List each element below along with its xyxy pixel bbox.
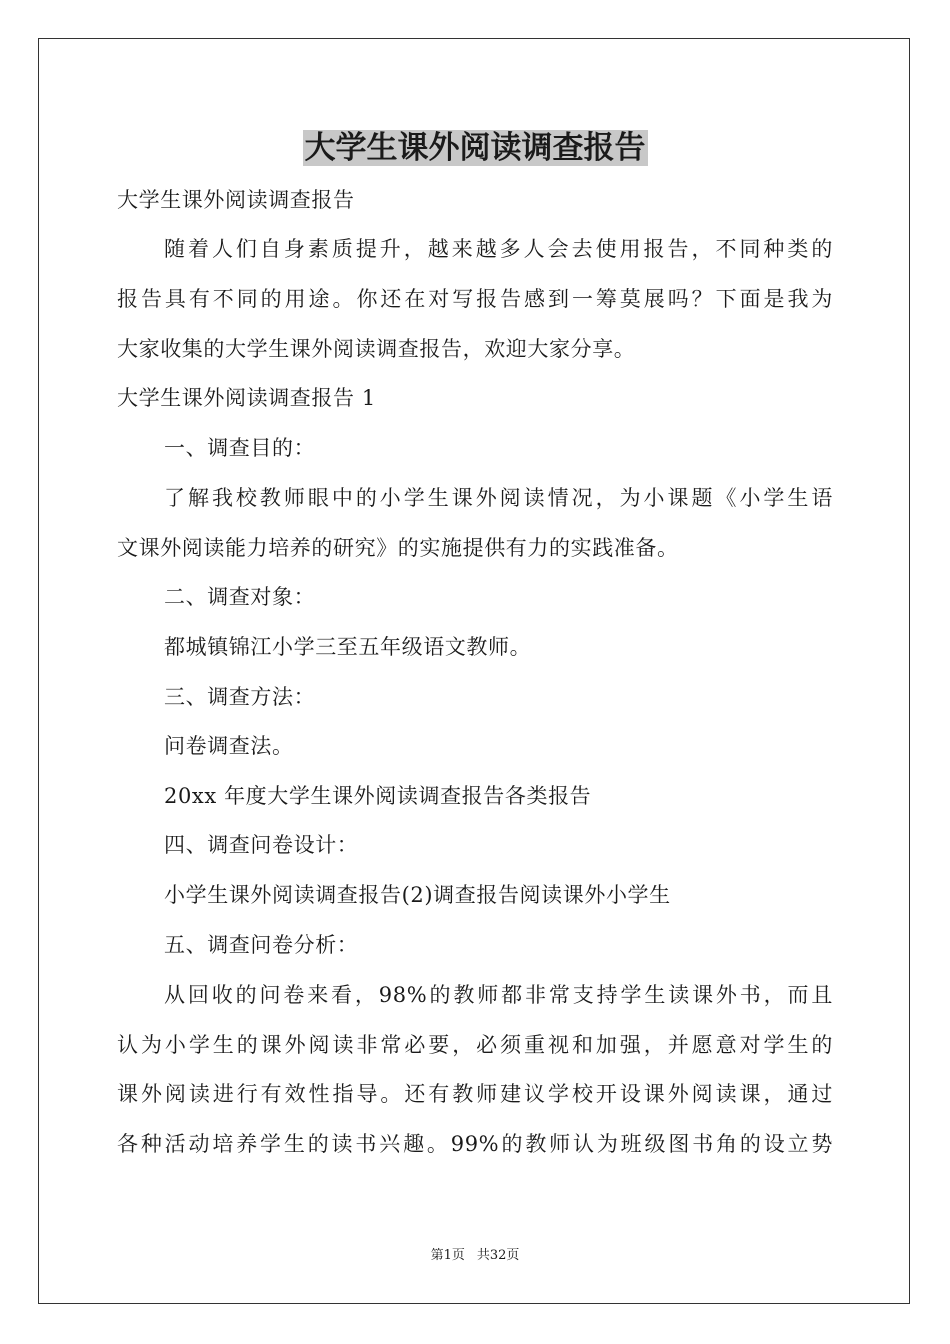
paragraph-line: 认为小学生的课外阅读非常必要，必须重视和加强，并愿意对学生的 [117, 1033, 833, 1057]
paragraph-line: 文课外阅读能力培养的研究》的实施提供有力的实践准备。 [117, 536, 679, 560]
subsection-heading: 三、调查方法： [164, 685, 316, 709]
page-number: 第1页 [430, 1248, 465, 1263]
page-total: 共32页 [476, 1248, 520, 1263]
page-footer [0, 1246, 950, 1266]
subsection-heading: 二、调查对象： [164, 585, 316, 609]
paragraph-line: 都城镇锦江小学三至五年级语文教师。 [164, 635, 532, 659]
subsection-heading: 一、调查目的： [164, 436, 316, 460]
paragraph-line: 了解我校教师眼中的小学生课外阅读情况，为小课题《小学生语 [164, 486, 833, 510]
paragraph-line: 随着人们自身素质提升，越来越多人会去使用报告，不同种类的 [164, 237, 833, 261]
section-heading: 大学生课外阅读调查报告 1 [117, 386, 376, 410]
paragraph-line: 报告具有不同的用途。你还在对写报告感到一筹莫展吗？下面是我为 [117, 287, 833, 311]
paragraph-line: 问卷调查法。 [164, 734, 294, 758]
subsection-heading: 五、调查问卷分析： [164, 933, 359, 957]
subsection-heading: 四、调查问卷设计： [164, 833, 359, 857]
paragraph-line: 各种活动培养学生的读书兴趣。99%的教师认为班级图书角的设立势 [117, 1132, 833, 1156]
paragraph-line: 20xx 年度大学生课外阅读调查报告各类报告 [164, 784, 592, 808]
document-title-text: 大学生课外阅读调查报告 [304, 130, 646, 166]
paragraph-line: 从回收的问卷来看，98%的教师都非常支持学生读课外书，而且 [164, 983, 833, 1007]
document-title [0, 126, 950, 170]
subtitle-line: 大学生课外阅读调查报告 [117, 188, 355, 212]
paragraph-line: 大家收集的大学生课外阅读调查报告，欢迎大家分享。 [117, 337, 636, 361]
paragraph-line: 课外阅读进行有效性指导。还有教师建议学校开设课外阅读课，通过 [117, 1082, 833, 1106]
paragraph-line: 小学生课外阅读调查报告(2)调查报告阅读课外小学生 [164, 883, 671, 907]
page-border [38, 38, 910, 1304]
